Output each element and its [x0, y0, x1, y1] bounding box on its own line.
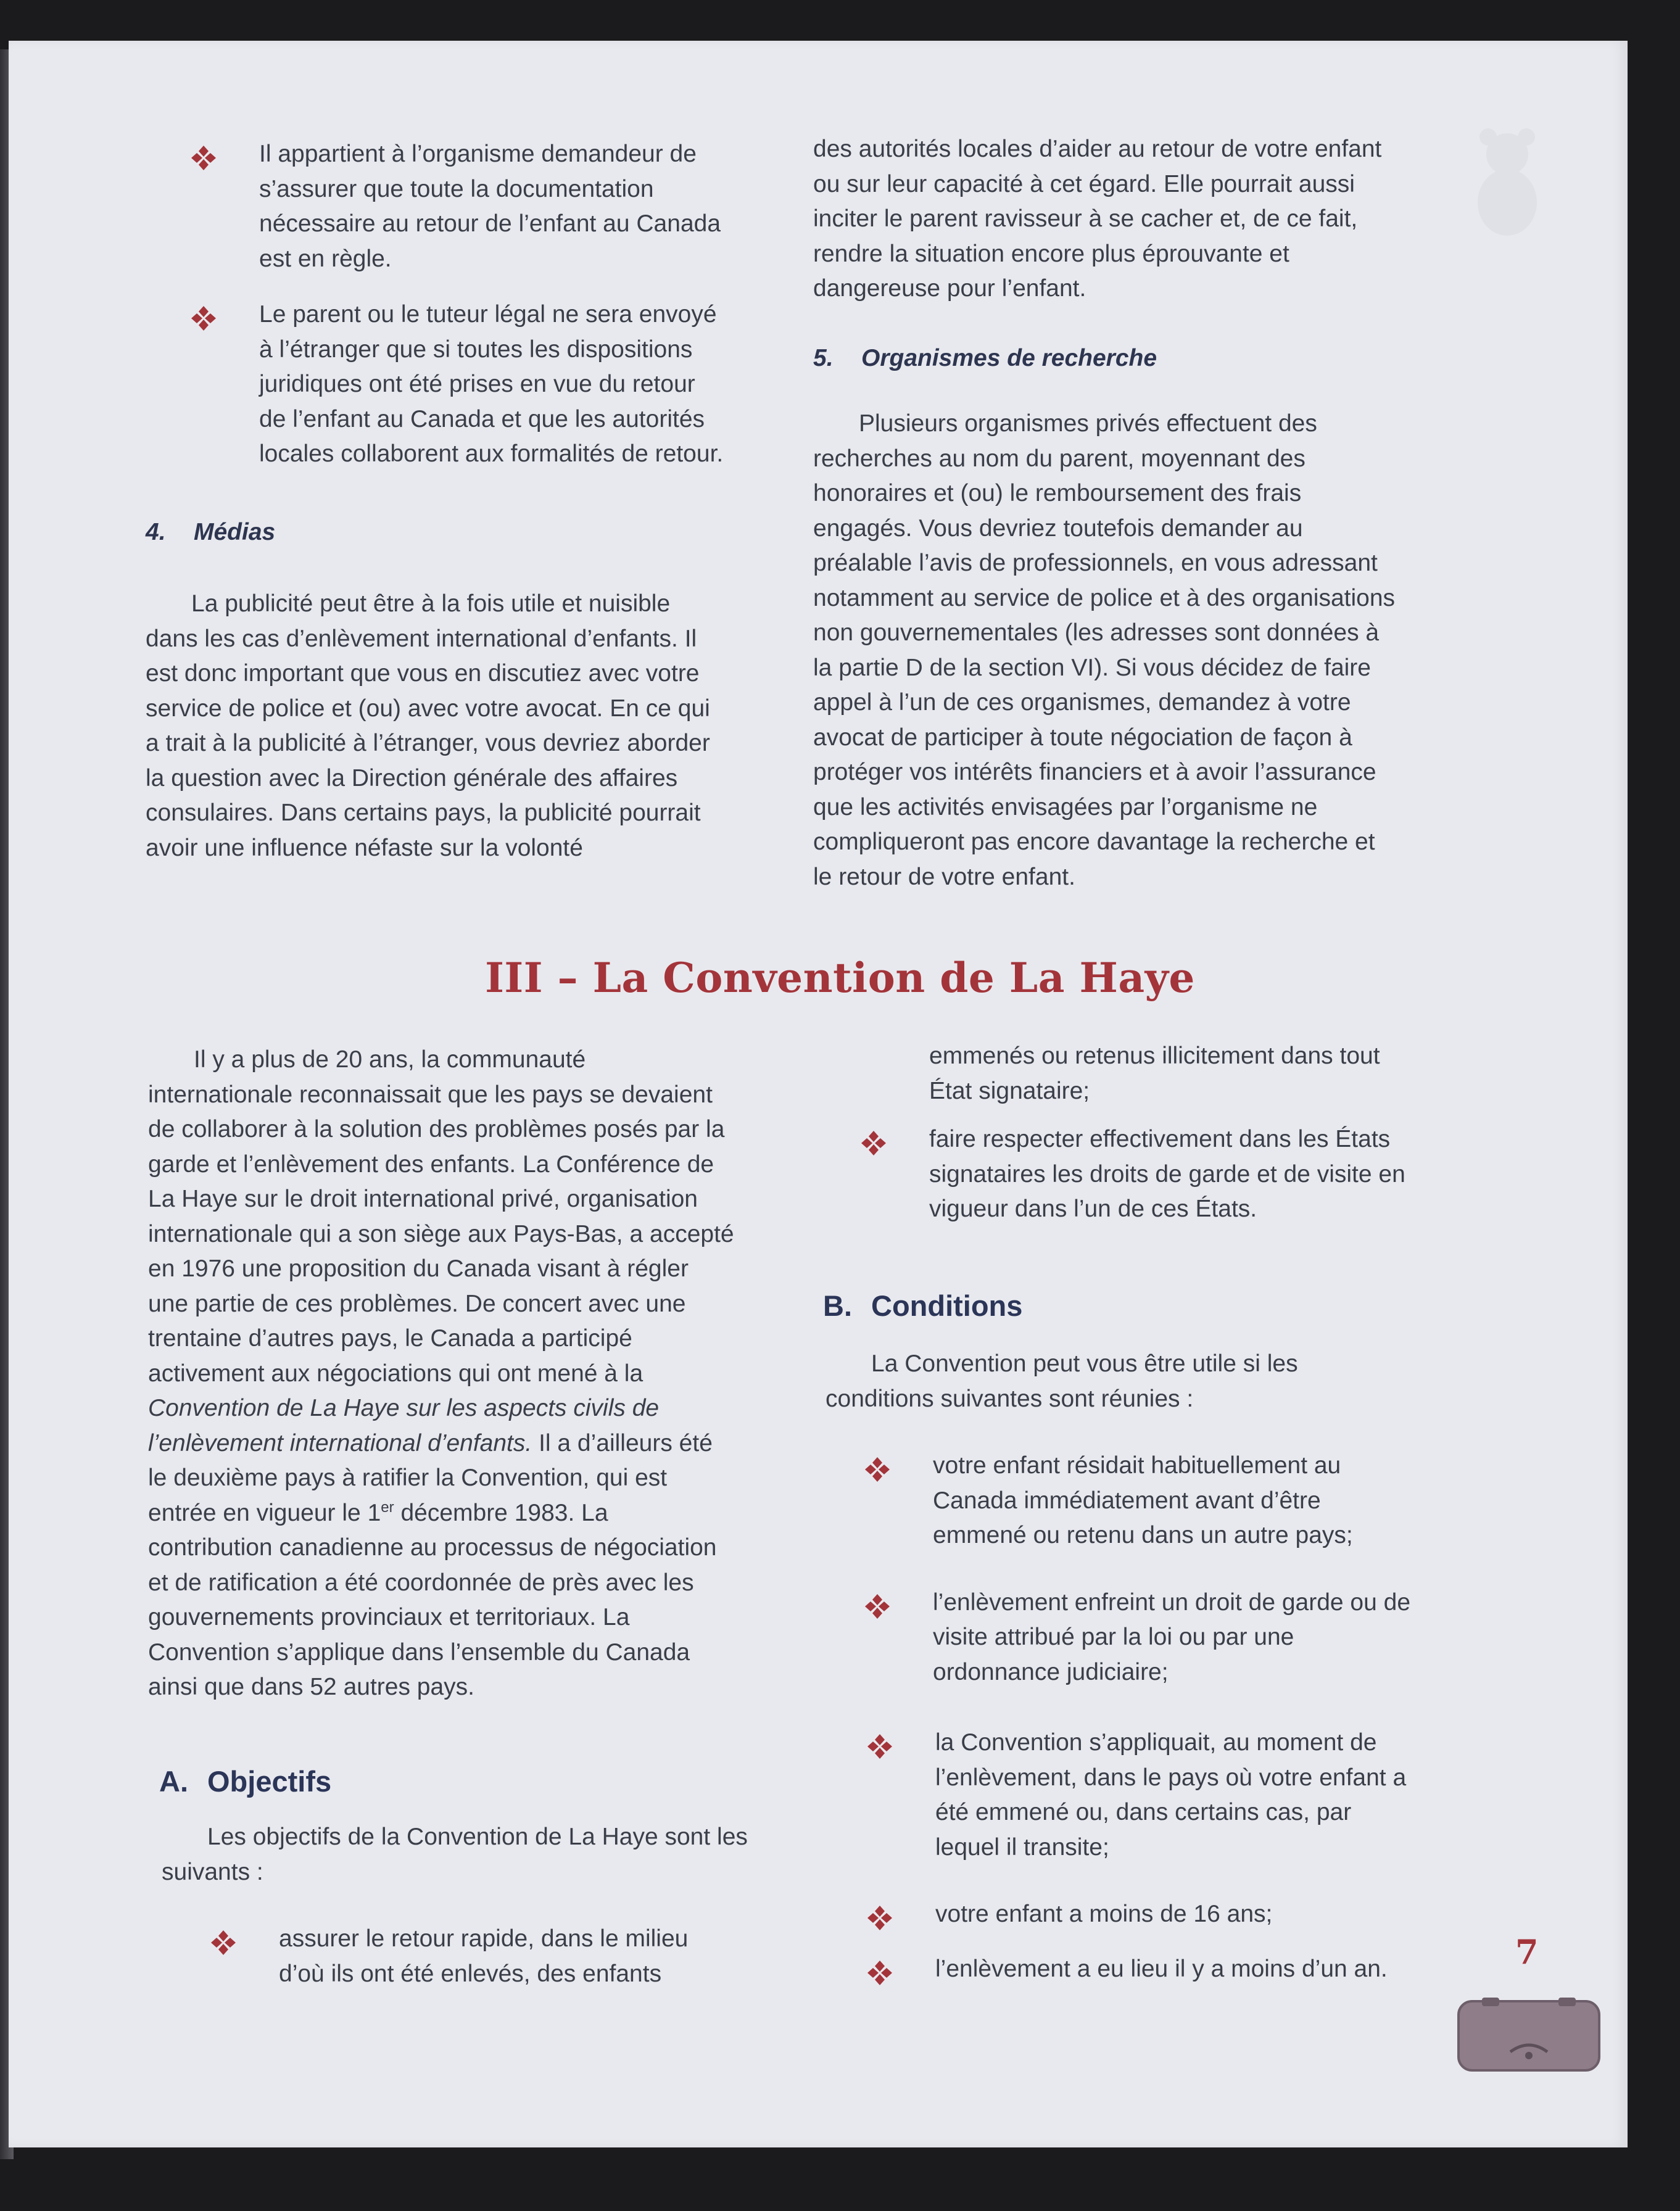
bullet-icon — [190, 144, 217, 172]
intro-text: décembre 1983. La contribution canadienne au processus de négociation et de ratification a été coordonnée de près avec les gouvernements provinciaux et territoriaux. La Convention s’applique dans l’ensemble du Canada ainsi que dans 52 autres pays. — [148, 1499, 717, 1700]
condition-text: l’enlèvement a eu lieu il y a moins d’un an. — [935, 1955, 1388, 1982]
bullet-icon — [190, 305, 217, 332]
section-heading-objectifs — [159, 1764, 740, 1800]
paragraph-intro — [148, 1043, 734, 1705]
objectives-intro: Les objectifs de la Convention de La Haye sont les suivants : — [162, 1824, 748, 1885]
heading-text: Objectifs — [207, 1764, 332, 1798]
heading-number: 4. — [146, 518, 166, 545]
condition-text: votre enfant a moins de 16 ans; — [935, 1901, 1273, 1927]
list-item — [210, 1922, 740, 1991]
page-number: 7 — [1515, 1932, 1539, 1972]
bullet-icon — [210, 1929, 237, 1956]
section-heading-organismes — [813, 341, 1405, 376]
list-item — [190, 297, 738, 472]
bullet-icon — [866, 1959, 893, 1986]
heading-number: 5. — [813, 344, 834, 371]
bullet-text: Il appartient à l’organisme demandeur de s’assurer que toute la documentation nécessaire au retour de l’enfant au Canada est en règle. — [259, 141, 721, 272]
list-item — [860, 1122, 1429, 1227]
bullet-continuation: emmenés ou retenus illicitement dans tout État signataire; — [929, 1043, 1380, 1104]
paragraph-medias: La publicité peut être à la fois utile et nuisible dans les cas d’enlèvement international d’enfants. Il est donc important que vous en discutiez avec votre service de police et (ou) avec votre avocat. En ce qui a trait à la publicité à l’étranger, vous devriez aborder la question avec la Direction générale des affaires consulaires. Dans certains pays, la publicité pourrait avoir une influence néfaste sur la volonté — [146, 590, 710, 861]
bullet-icon — [866, 1904, 893, 1932]
condition-text: la Convention s’appliquait, au moment de l’enlèvement, dans le pays où votre enfant a été emmené ou, dans certains cas, par lequel il transite; — [935, 1729, 1407, 1861]
suitcase-icon — [1457, 1995, 1600, 2076]
paragraph-organismes: Plusieurs organismes privés effectuent des recherches au nom du parent, moyennant des honoraires et (ou) le remboursement des frais engagés. Vous devriez toutefois demander au préalable l’avis de professionnels, en vous adressant notamment au service de police et à des organisations non gouvernementales (les adresses sont données à la partie D de la section VI). Si vous décidez de faire appel à l’un de ces organismes, demandez à votre avocat de participer à toute négociation de façon à protéger vos intérêts financiers et à avoir l’assurance que les activités envisagées par l’organisme ne compliqueront pas encore davantage la recherche et le retour de votre enfant. — [813, 410, 1396, 890]
ordinal-superscript: er — [381, 1498, 394, 1516]
section-heading-medias — [146, 515, 738, 550]
heading-number: A. — [159, 1764, 188, 1798]
bullet-icon — [864, 1456, 891, 1483]
list-item — [866, 1897, 1429, 1932]
heading-text: Conditions — [871, 1289, 1023, 1322]
chapter-title: III – La Convention de La Haye — [485, 954, 1195, 1002]
list-item — [190, 137, 738, 276]
bullet-text: Le parent ou le tuteur légal ne sera envoyé à l’étranger que si toutes les dispositions juridiques ont été prises en vue du retour de l’enfant au Canada et que les autorités locales collaborent aux formalités de retour. — [259, 301, 724, 467]
condition-text: l’enlèvement enfreint un droit de garde ou de visite attribué par la loi ou par une ordonnance judiciaire; — [933, 1589, 1411, 1685]
top-right-column — [813, 132, 1405, 895]
list-item — [864, 1449, 1429, 1553]
section-heading-conditions — [823, 1289, 1429, 1324]
condition-text: votre enfant résidait habituellement au Canada immédiatement avant d’être emmené ou retenu dans un autre pays; — [933, 1452, 1353, 1548]
list-item — [864, 1585, 1429, 1690]
paragraph-continuation: des autorités locales d’aider au retour de votre enfant ou sur leur capacité à cet égard. Elle pourrait aussi inciter le parent ravisseur à se cacher et, de ce fait, rendre la situation encore plus éprouvante et dangereuse pour l’enfant. — [813, 136, 1382, 302]
bottom-right-column — [812, 1039, 1429, 1986]
top-left-column — [146, 137, 738, 866]
bullet-text: faire respecter effectivement dans les États signataires les droits de garde et de visite en vigueur dans l’un de ces États. — [929, 1126, 1405, 1222]
heading-text: Médias — [194, 518, 276, 545]
bottom-left-column — [148, 1043, 748, 1991]
intro-text: Il y a plus de 20 ans, la communauté internationale reconnaissait que les pays se devaient de collaborer à la solution des problèmes posés par la garde et l’enlèvement des enfants. La Conférence de La Haye sur le droit international privé, organisation internationale qui a son siège aux Pays-Bas, a accepté en 1976 une proposition du Canada visant à régler une partie de ces problèmes. De concert avec une trentaine d’autres pays, le Canada a participé activement aux négociations qui ont mené à la — [148, 1046, 734, 1387]
bullet-icon — [864, 1593, 891, 1620]
heading-number: B. — [823, 1289, 852, 1322]
conditions-intro: La Convention peut vous être utile si les conditions suivantes sont réunies : — [826, 1350, 1298, 1412]
list-item — [866, 1952, 1429, 1987]
bullet-icon — [860, 1130, 887, 1157]
list-item — [866, 1725, 1429, 1865]
bullet-text: assurer le retour rapide, dans le milieu d’où ils ont été enlevés, des enfants — [279, 1925, 689, 1987]
bullet-icon — [866, 1733, 893, 1760]
intro-text: Il a d’ailleurs été le deuxième pays à ratifier la Convention, qui est entrée en vigueur le 1 — [148, 1429, 713, 1526]
convention-title: Convention de La Haye sur les aspects civils de l’enlèvement international d’enfants. — [148, 1395, 660, 1457]
teddy-bear-icon — [1461, 123, 1554, 244]
heading-text: Organismes de recherche — [861, 344, 1157, 371]
